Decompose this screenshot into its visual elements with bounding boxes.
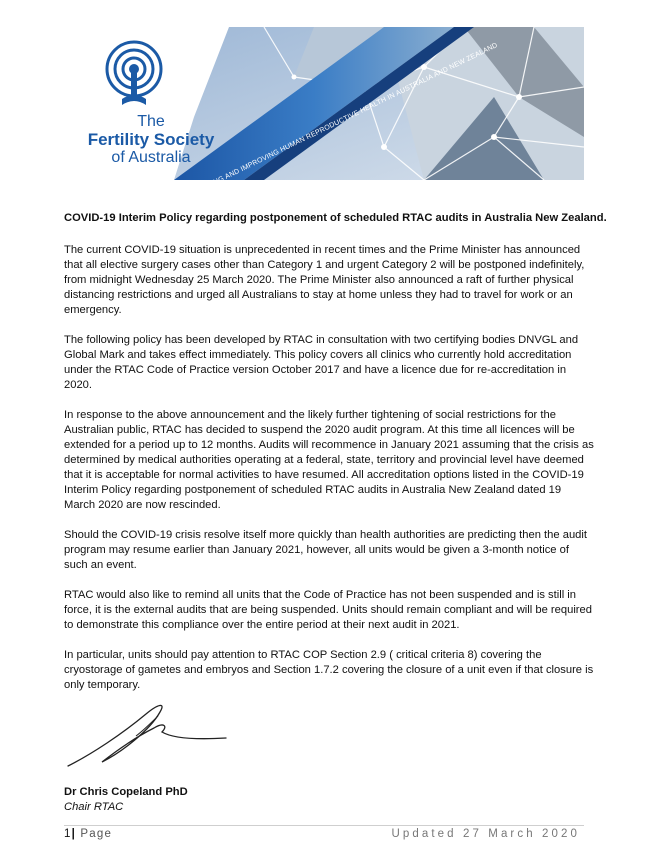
paragraph-1: The current COVID-19 situation is unprecedented in recent times and the Prime Minister has announced that all elective surgery cases other than Category 1 and urgent Category 2 will be postponed indefinitely, from midnight Wednesday 25 March 2020. The Prime Minister also announced a raft of further physical distancing restrictions and urged all Australians to stay at home unless they had to travel for work or an emergency. [64, 244, 585, 316]
paragraph-3: In response to the above announcement and the likely further tightening of social restrictions for the Australian public, RTAC has decided to suspend the 2020 audit program. At this time all licences will be extended for a period up to 12 months. Audits will recommence in January 2021 assuming that the crisis as determined by medical authorities operating at a federal, state, territory and provincial level have deemed that it is acceptable for normal activities to have resumed. All accreditation options listed in the COVID-19 Interim Policy regarding postponement of scheduled RTAC audits in Australia New Zealand dated 19 March 2020 are now rescinded. [64, 409, 594, 511]
page-number [64, 828, 112, 840]
document-body [64, 211, 607, 708]
signatory-role: Chair RTAC [64, 801, 124, 813]
logo-line-1: The [137, 113, 165, 130]
logo-line-3: of Australia [111, 149, 191, 166]
fertility-society-logo-icon [104, 39, 164, 111]
signatory-name: Dr Chris Copeland PhD [64, 786, 188, 798]
page-number-value: 1 [64, 828, 72, 840]
footer-divider [64, 825, 584, 826]
logo-wordmark [86, 113, 216, 167]
page-separator: | [71, 828, 77, 840]
paragraph-4: Should the COVID-19 crisis resolve itself more quickly than health authorities are predicting then the audit program may resume earlier than January 2021, however, all units would be given a 3-month notice of such an event. [64, 529, 587, 571]
paragraph-5: RTAC would also like to remind all units that the Code of Practice has not been suspended and is still in force, it is the external audits that are being suspended. Units should remain compliant and will be required to demonstrate this compliance over the entire period at their next audit in 2021. [64, 589, 592, 631]
paragraph-6: In particular, units should pay attention to RTAC COP Section 2.9 ( critical criteria 8) covering the cryostorage of gametes and embryos and Section 1.7.2 covering the closure of a unit even if that closure is only temporary. [64, 649, 594, 691]
handwritten-signature [62, 700, 232, 772]
header-banner [64, 27, 584, 180]
logo-line-2: Fertility Society [87, 130, 215, 149]
logo [64, 27, 214, 180]
page-label: Page [76, 828, 113, 840]
document-title: COVID-19 Interim Policy regarding postponement of scheduled RTAC audits in Australia New Zealand. [64, 212, 607, 224]
banner-tagline: AND IMPROVING HUMAN REPRODUCTIVE HEALTH IN AUSTRALIA AND NEW [223, 57, 467, 180]
updated-date: Updated 27 March 2020 [391, 828, 580, 840]
paragraph-2: The following policy has been developed by RTAC in consultation with two certifying bodies DNVGL and Global Mark and takes effect immediately. This policy covers all clinics who currently hold accreditation under the RTAC Code of Practice version October 2017 and have a licence due for re-accreditation in 2020. [64, 334, 579, 391]
